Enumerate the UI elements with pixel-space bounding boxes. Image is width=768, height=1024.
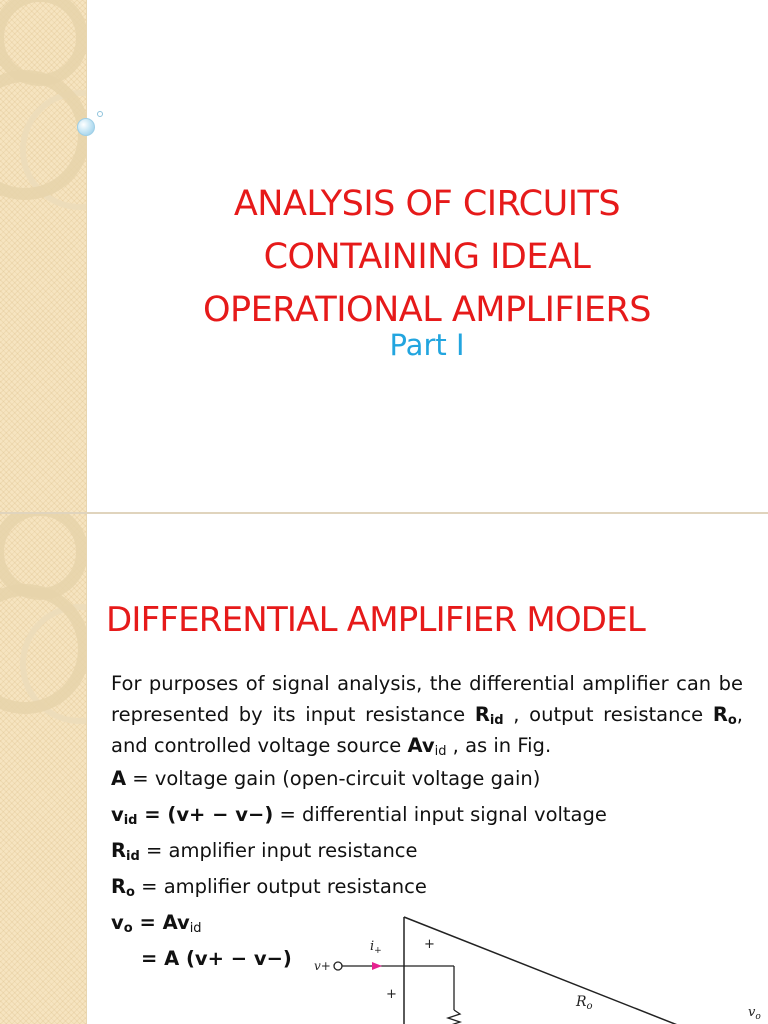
def-symbol: R [111, 875, 127, 898]
eq-lhs: v [111, 911, 124, 934]
def-text: = amplifier input resistance [139, 839, 418, 862]
av-symbol: Av [407, 734, 435, 757]
bubble-ornament [77, 118, 95, 136]
intro-text: , as in Fig. [446, 734, 552, 757]
plus-sign: + [424, 937, 435, 952]
intro-paragraph [111, 668, 743, 761]
def-text: = voltage gain (open-circuit voltage gain) [126, 767, 541, 790]
intro-text: For purposes of signal analysis, the differential amplifier can be represented by its input resistance [111, 672, 743, 726]
decorative-side-strip [0, 514, 87, 1024]
resistor-icon [448, 1010, 460, 1024]
plus-sign-lower: + [386, 987, 397, 1002]
def-symbol: v [111, 803, 124, 826]
def-subscript: id [126, 849, 140, 864]
def-subscript: o [126, 885, 135, 900]
ro-label: $R_o$ [576, 994, 593, 1012]
eq-lhs-subscript: o [123, 921, 133, 936]
def-symbol: A [111, 767, 127, 790]
v-plus-label: v+ [314, 959, 331, 973]
av-subscript: id [434, 744, 447, 759]
slide-subtitle: Part I [389, 328, 465, 362]
def-text: = amplifier output resistance [134, 875, 427, 898]
definition-line [111, 833, 743, 869]
ro-symbol: R [712, 703, 728, 726]
title-line: ANALYSIS OF CIRCUITS [233, 184, 621, 224]
slide-heading: DIFFERENTIAL AMPLIFIER MODEL [106, 600, 646, 640]
definition-line [111, 761, 743, 797]
ro-subscript: o [727, 713, 737, 728]
def-text: = differential input signal voltage [273, 803, 607, 826]
def-symbol: R [111, 839, 127, 862]
amplifier-model-circuit [300, 900, 768, 1024]
rid-subscript: id [489, 713, 504, 728]
intro-text: , output resistance [503, 703, 713, 726]
content-slide [0, 512, 768, 1024]
bubble-ornament [97, 111, 103, 117]
current-arrow-icon [372, 962, 382, 970]
input-terminal [334, 962, 342, 970]
decorative-side-strip [0, 0, 87, 512]
definition-line [111, 797, 743, 833]
eq-rhs: = Av [132, 911, 190, 934]
i-plus-label: $i_+$ [370, 939, 382, 956]
slide-title [86, 178, 768, 337]
vo-label: $v_o$ [748, 1005, 761, 1022]
rid-symbol: R [474, 703, 490, 726]
def-subscript: id [123, 813, 138, 828]
eq-rhs-subscript: id [189, 921, 202, 936]
intro-text: , and controlled voltage source [111, 703, 743, 757]
def-bold-text: = (v+ − v−) [137, 803, 274, 826]
amp-top-edge [404, 917, 680, 1024]
eq-expanded: = A (v+ − v−) [141, 947, 292, 970]
title-line: OPERATIONAL AMPLIFIERS [202, 290, 652, 330]
title-line: CONTAINING IDEAL [263, 237, 591, 277]
